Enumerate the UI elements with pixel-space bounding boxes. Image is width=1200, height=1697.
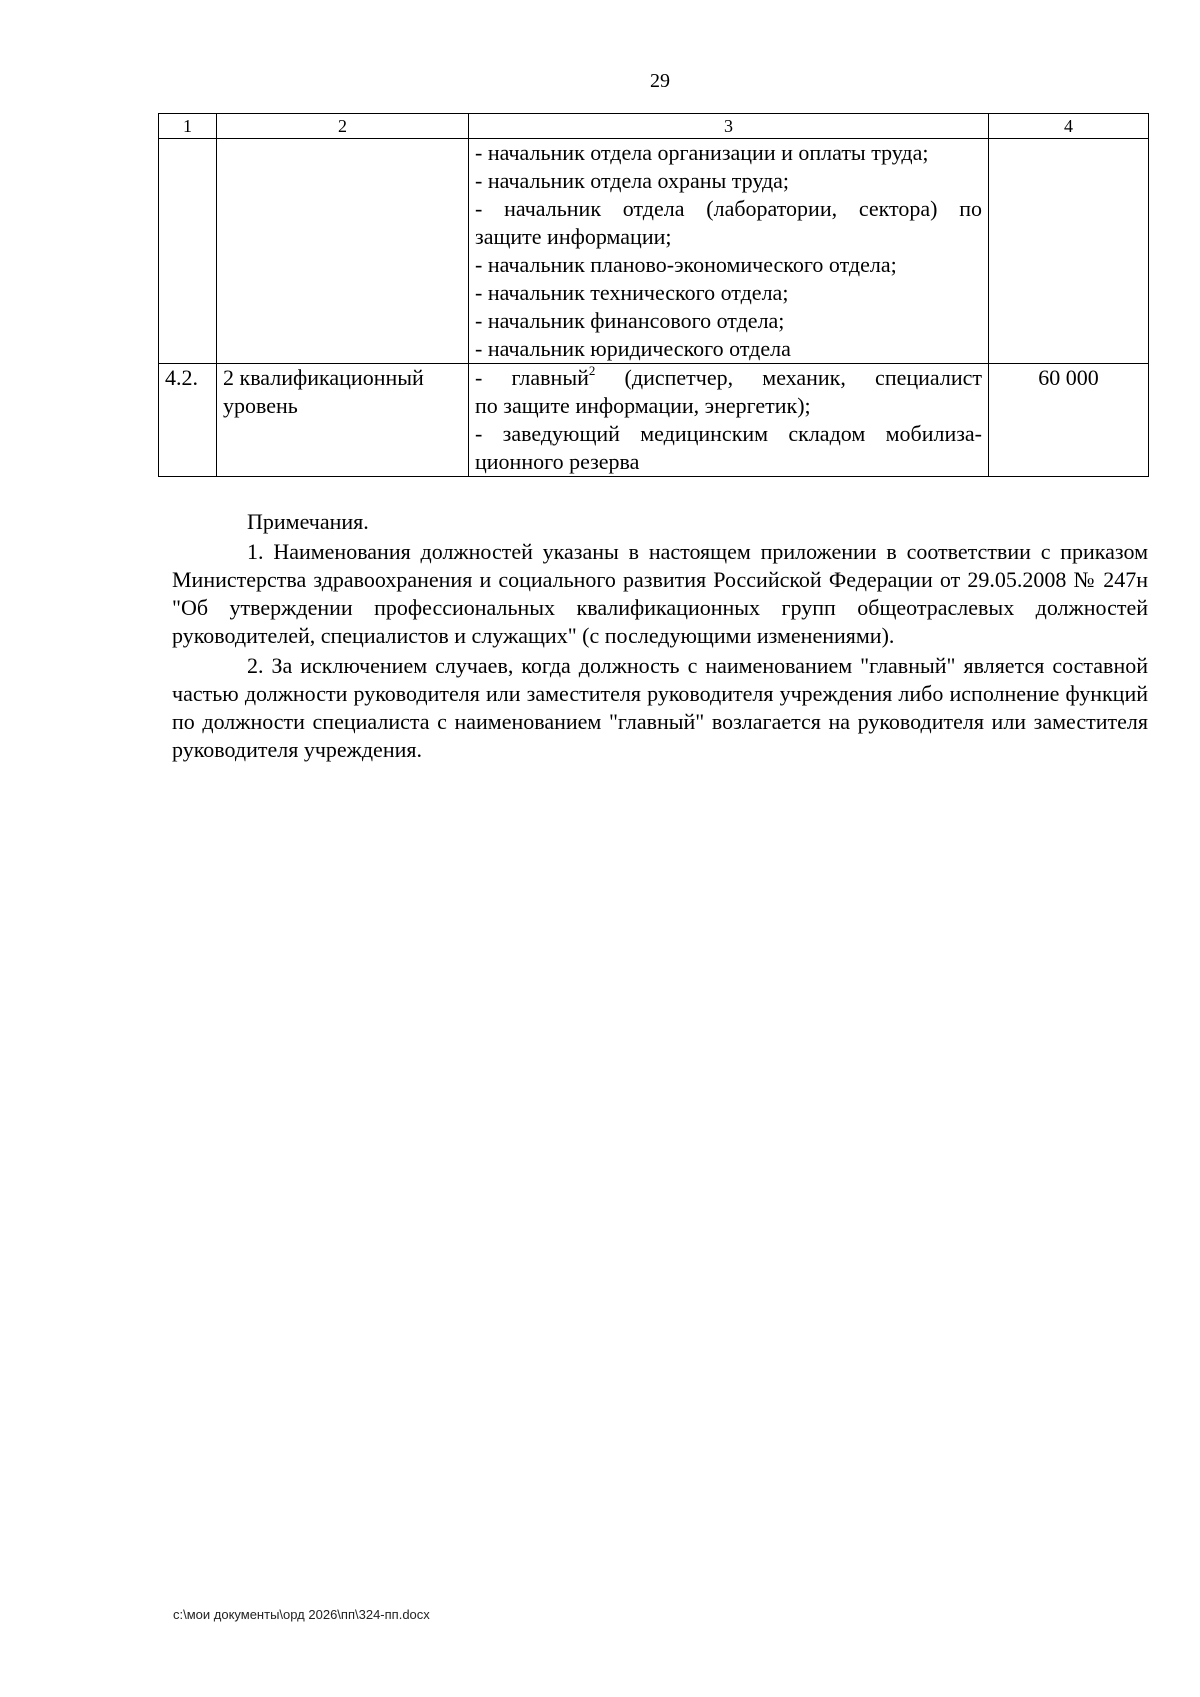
position-line: - начальник планово-экономического отдела; — [475, 252, 897, 277]
notes-section — [172, 508, 1148, 766]
qualification-level-cell — [217, 139, 469, 364]
qualification-level-cell: 2 квалификационный уровень — [217, 364, 469, 477]
notes-title: Примечания. — [247, 509, 369, 534]
table-header-row — [159, 114, 1149, 139]
table-header-cell: 2 — [217, 114, 469, 139]
salary-cell — [989, 139, 1149, 364]
table-header-cell: 4 — [989, 114, 1149, 139]
position-line: - начальник технического отдела; — [475, 280, 789, 305]
positions-cell — [469, 139, 989, 364]
position-line: - начальник отдела охраны труда; — [475, 168, 790, 193]
table-row — [159, 139, 1149, 364]
table-header-cell: 3 — [469, 114, 989, 139]
position-details: (диспетчер, механик, специалист — [595, 365, 982, 390]
position-line: защите информации; — [475, 224, 672, 249]
position-line: - начальник финансового отдела; — [475, 308, 785, 333]
row-number-cell: 4.2. — [159, 364, 217, 477]
position-line: - начальник отдела организации и оплаты труда; — [475, 140, 929, 165]
position-line: - начальник юридического отдела — [475, 336, 791, 361]
position-line: по защите информации, энергетик); — [475, 393, 811, 418]
position-line: - заведующий медицинским складом мобилиза- — [475, 421, 982, 446]
position-line — [475, 364, 982, 392]
positions-cell — [469, 364, 989, 477]
salary-table — [158, 113, 1149, 477]
position-line: ционного резерва — [475, 449, 640, 474]
page-number: 29 — [650, 70, 670, 92]
note-item: 2. За исключением случаев, когда должность с наименованием "главный" является составной частью должности руководителя или заместителя руководителя учреждения либо исполнение функций по должности специалиста с наименованием "главный" возлагается на руководителя или заместителя руководителя учреждения. — [172, 653, 1148, 762]
table-row — [159, 364, 1149, 477]
table-header-cell: 1 — [159, 114, 217, 139]
footnote-ref: 2 — [588, 363, 596, 378]
position-title: - главный — [475, 365, 589, 390]
footer-file-path: c:\мои документы\орд 2026\пп\324-пп.docx — [173, 1607, 430, 1622]
salary-cell: 60 000 — [989, 364, 1149, 477]
note-item: 1. Наименования должностей указаны в настоящем приложении в соответствии с приказом Министерства здравоохранения и социального развития Российской Федерации от 29.05.2008 № 247н "Об утверждении профессиональных квалификационных групп общеотраслевых должностей руководителей, специалистов и служащих" (с последующими изменениями). — [172, 539, 1148, 648]
position-line: - начальник отдела (лаборатории, сектора) по — [475, 196, 982, 221]
row-number-cell — [159, 139, 217, 364]
